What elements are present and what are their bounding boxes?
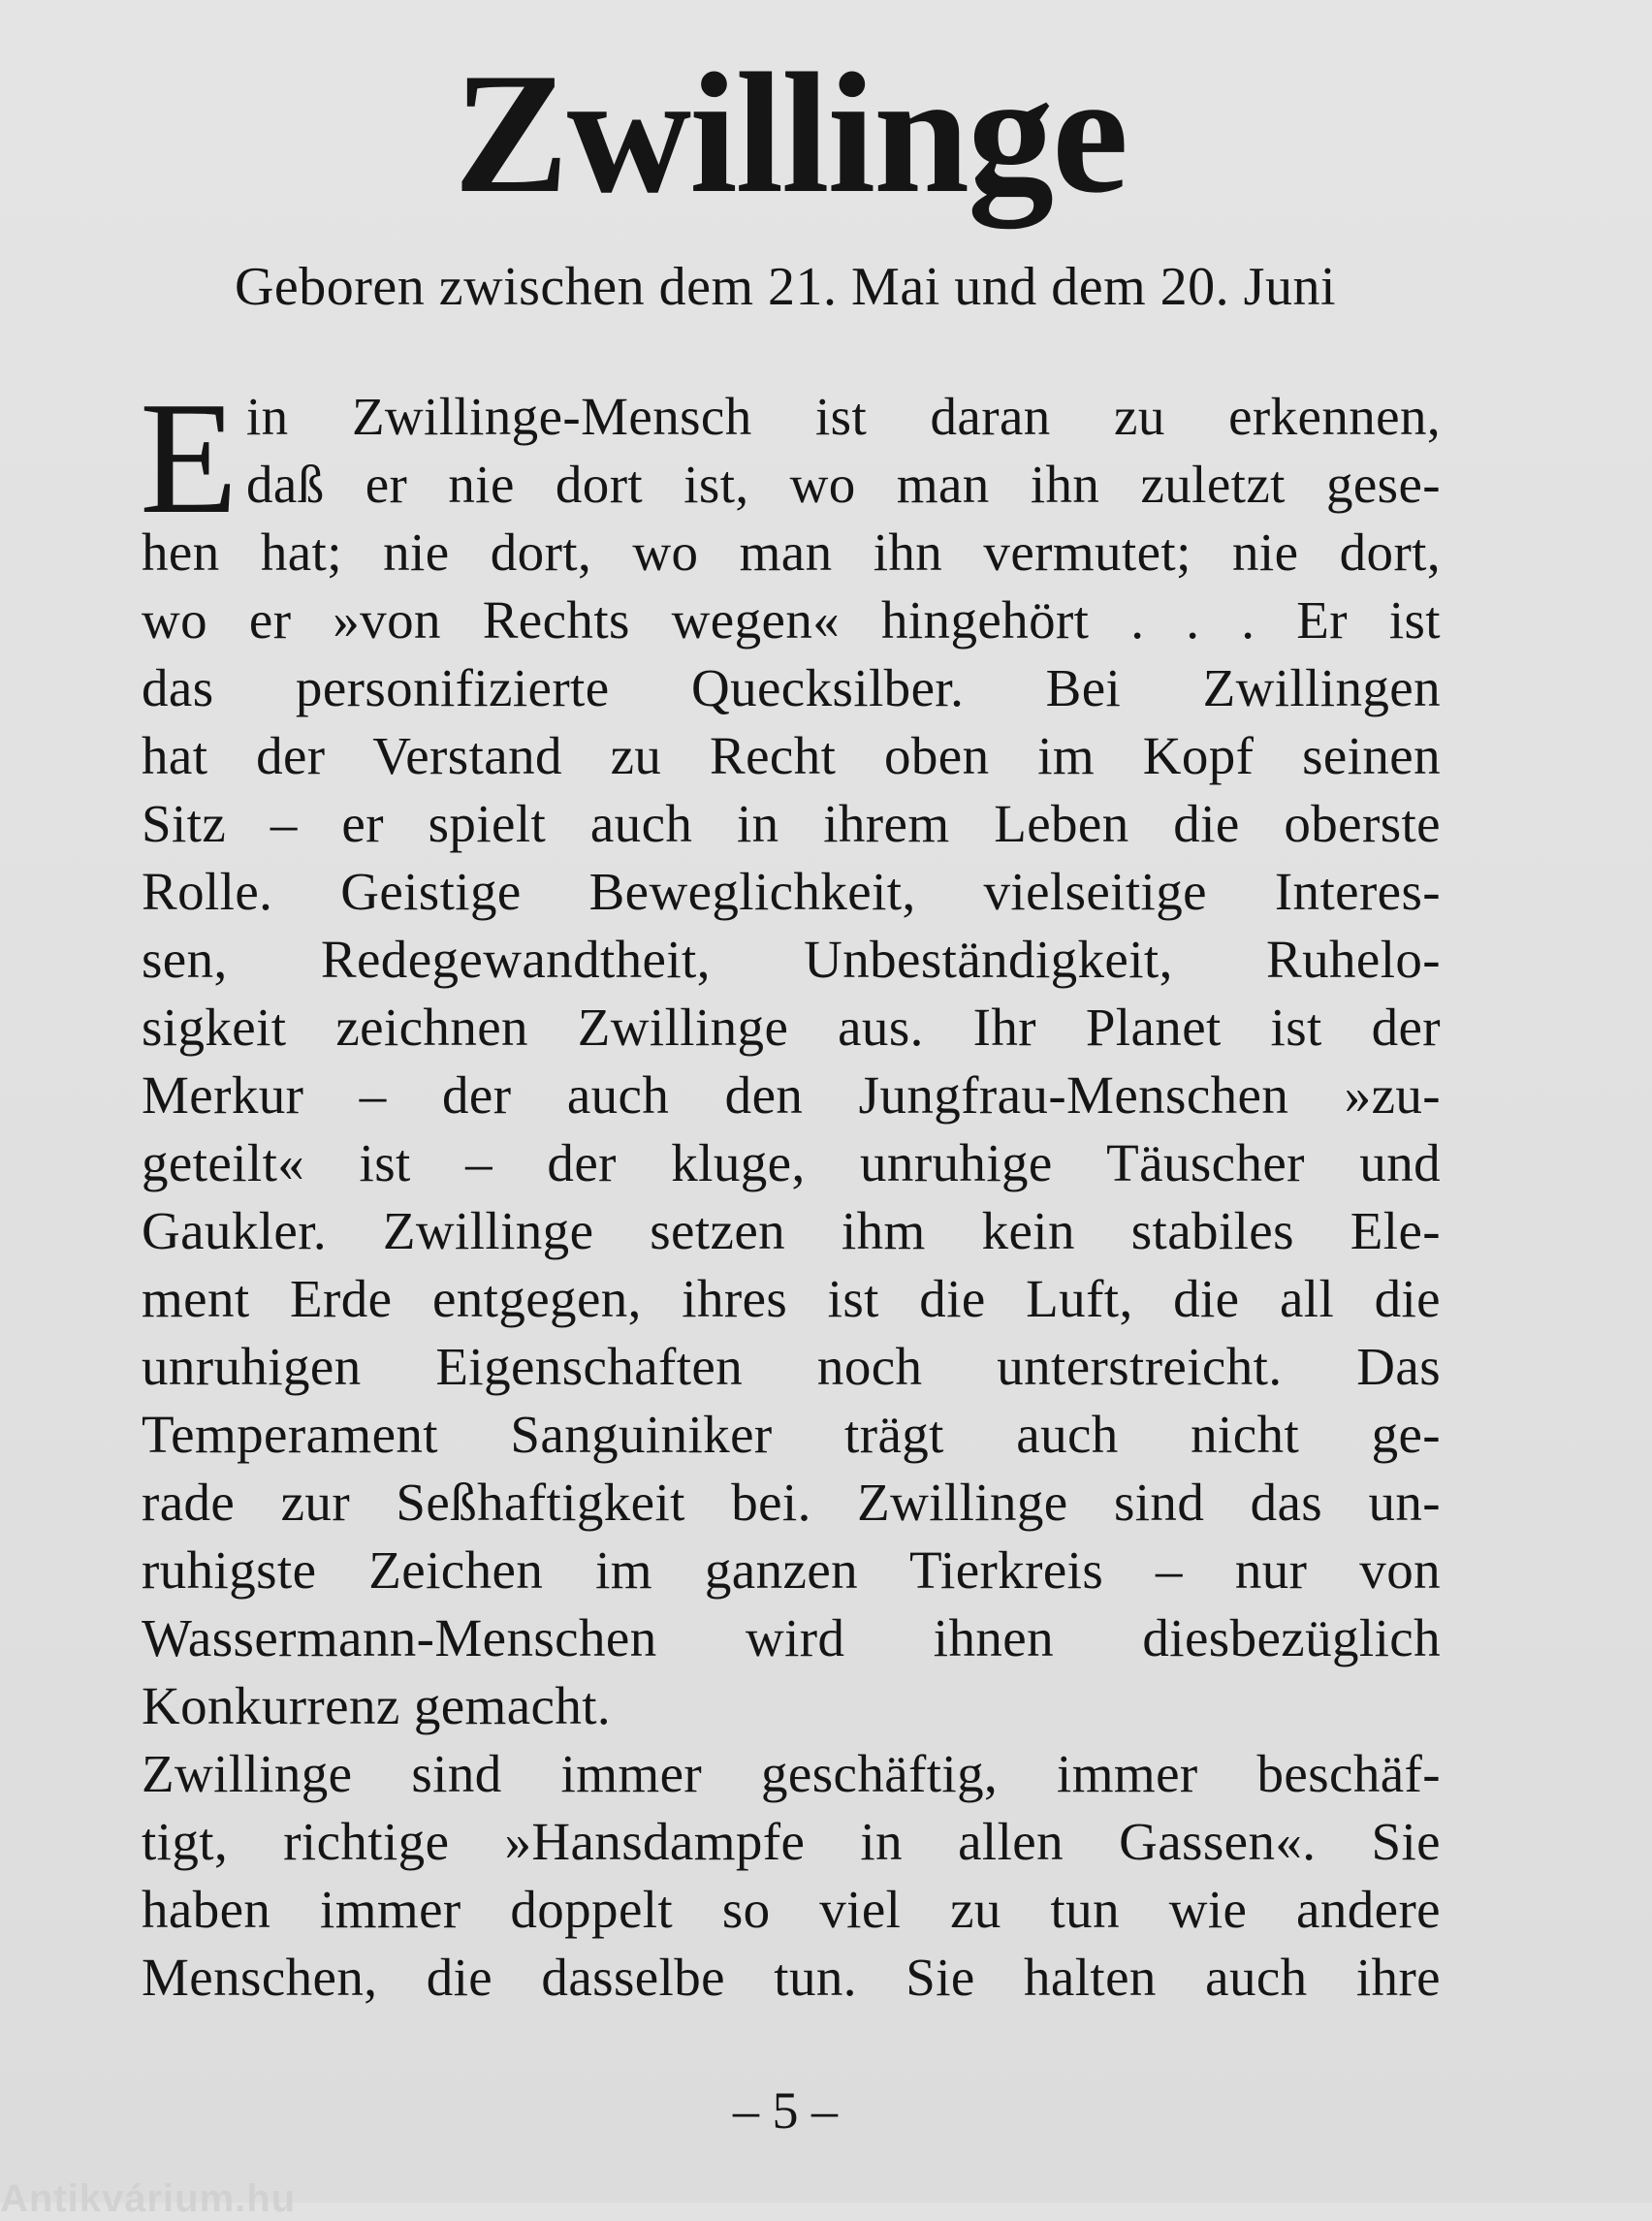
text-line: Gaukler. Zwillinge setzen ihm kein stabiles Ele- — [142, 1201, 1441, 1260]
page-number: – 5 – — [733, 2081, 838, 2140]
text-line: tigt, richtige »Hansdampfe in allen Gassen«. Sie — [142, 1812, 1441, 1871]
chapter-title: Zwillinge — [453, 37, 1128, 229]
text-line: hat der Verstand zu Recht oben im Kopf seinen — [142, 726, 1441, 785]
text-line: Wassermann-Menschen wird ihnen diesbezüglich — [142, 1608, 1441, 1667]
text-line: Temperament Sanguiniker trägt auch nicht ge- — [142, 1405, 1441, 1464]
text-line: haben immer doppelt so viel zu tun wie andere — [142, 1880, 1441, 1939]
text-line: das personifizierte Quecksilber. Bei Zwillingen — [142, 658, 1441, 717]
text-line: daß er nie dort ist, wo man ihn zuletzt gese- — [246, 455, 1441, 514]
drop-cap: E — [140, 368, 238, 547]
text-line: Merkur – der auch den Jungfrau-Menschen »zu- — [142, 1065, 1441, 1125]
text-line: Konkurrenz gemacht. — [142, 1676, 612, 1735]
text-line: wo er »von Rechts wegen« hingehört . . . Er ist — [142, 590, 1441, 650]
text-line: Rolle. Geistige Beweglichkeit, vielseitige Interes- — [142, 862, 1441, 921]
text-line: Zwillinge sind immer geschäftig, immer beschäf- — [142, 1744, 1441, 1803]
text-line: ment Erde entgegen, ihres ist die Luft, die all die — [142, 1269, 1441, 1328]
text-line: in Zwillinge-Mensch ist daran zu erkennen, — [246, 387, 1441, 446]
text-line: geteilt« ist – der kluge, unruhige Täuscher und — [142, 1133, 1441, 1192]
text-line: ruhigste Zeichen im ganzen Tierkreis – nur von — [142, 1540, 1441, 1600]
text-line: sen, Redegewandtheit, Unbeständigkeit, Ruhelo- — [142, 930, 1441, 989]
text-line: hen hat; nie dort, wo man ihn vermutet; nie dort, — [142, 523, 1441, 582]
text-line: rade zur Seßhaftigkeit bei. Zwillinge sind das un- — [142, 1473, 1441, 1532]
text-line: sigkeit zeichnen Zwillinge aus. Ihr Planet ist der — [142, 998, 1441, 1057]
text-line: Menschen, die dasselbe tun. Sie halten auch ihre — [142, 1948, 1441, 2007]
body-text — [140, 368, 1441, 2012]
watermark: Antikvárium.hu — [0, 2177, 297, 2220]
text-line: unruhigen Eigenschaften noch unterstreicht. Das — [142, 1337, 1441, 1396]
chapter-subtitle: Geboren zwischen dem 21. Mai und dem 20. Juni — [234, 257, 1337, 317]
text-line: Sitz – er spielt auch in ihrem Leben die oberste — [142, 794, 1441, 853]
